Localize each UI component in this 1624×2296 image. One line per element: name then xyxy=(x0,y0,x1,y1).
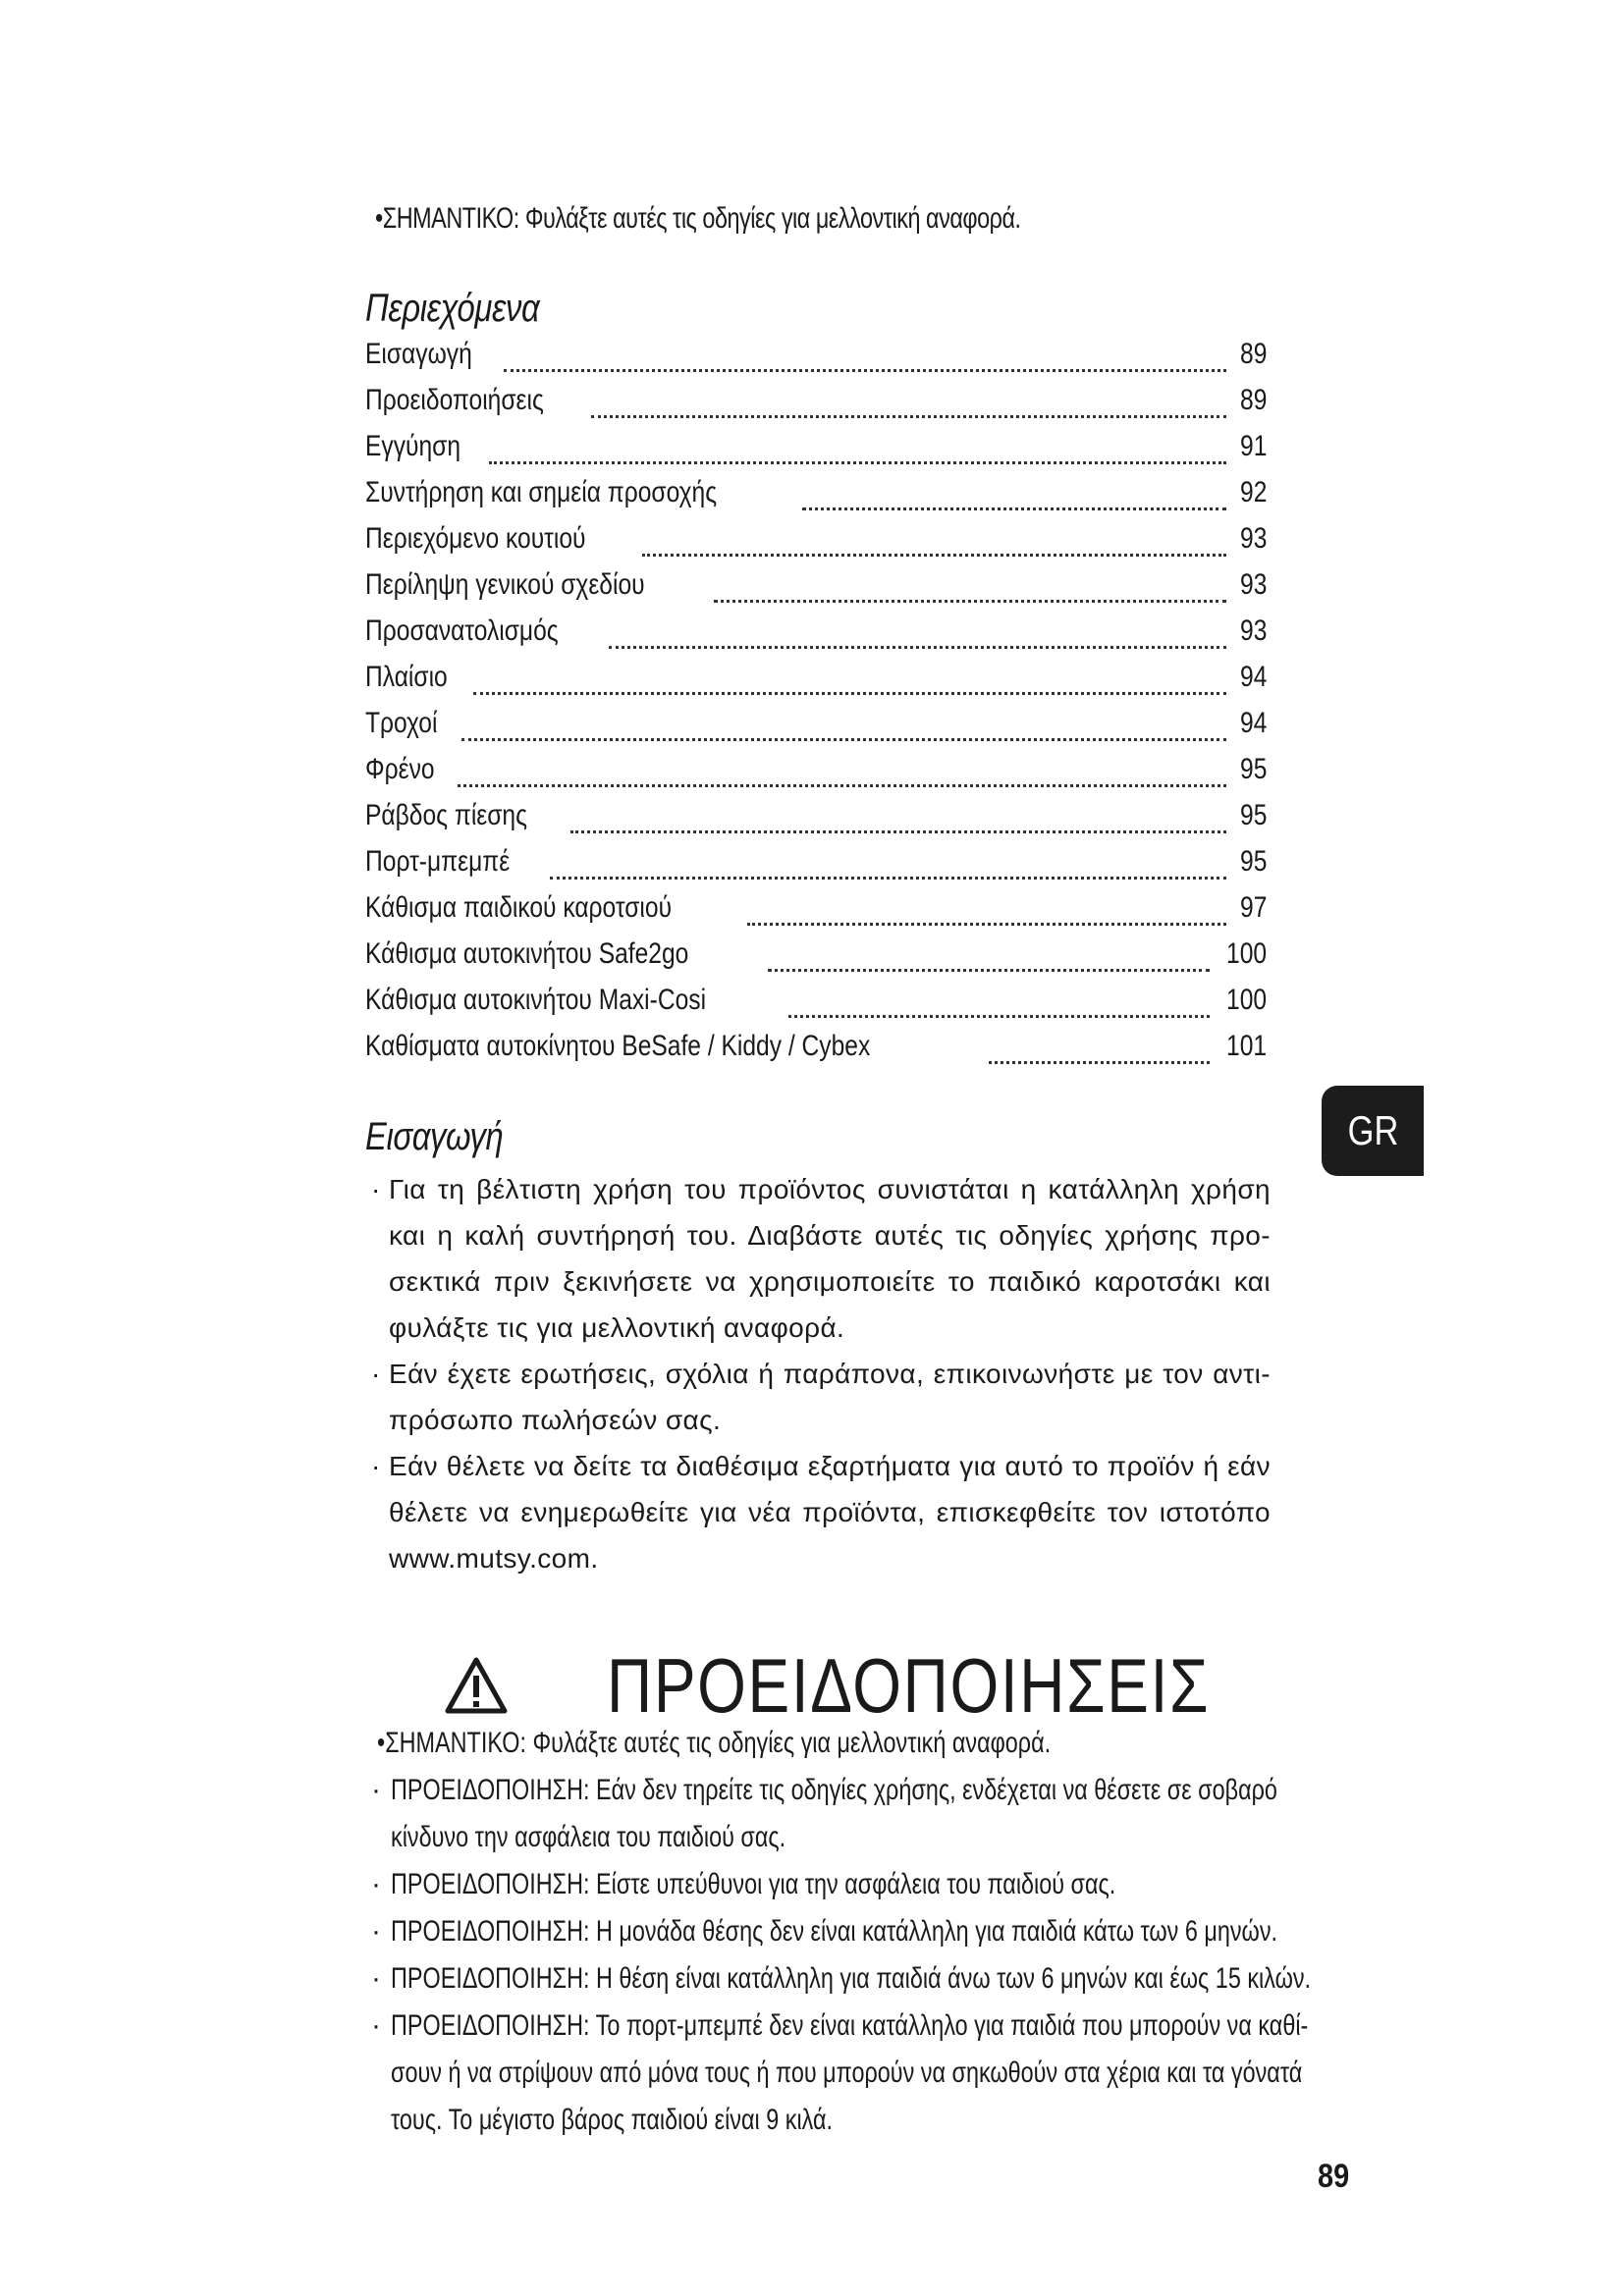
warning-line: ΠΡΟΕΙΔΟΠΟΙΗΣΗ: Εάν δεν τηρείτε τις οδηγίες χρήσης, ενδέχεται να θέσετε σε σοβαρό xyxy=(391,1774,1277,1806)
toc-leader-dots xyxy=(788,1015,1210,1018)
warning-line: ΠΡΟΕΙΔΟΠΟΙΗΣΗ: Η θέση είναι κατάλληλη για παιδιά άνω των 6 μηνών και έως 15 κιλών. xyxy=(391,1962,1312,1995)
intro-line: πρόσωπο πωλήσεών σας. xyxy=(389,1405,722,1435)
toc-entry-title: Προσανατολισμός xyxy=(365,614,559,647)
toc-entry-page: 100 xyxy=(1225,984,1267,1016)
bullet-icon: · xyxy=(371,1174,381,1204)
bullet-icon: · xyxy=(371,1915,381,1948)
bullet-icon: · xyxy=(371,1962,381,1995)
toc-entry xyxy=(365,384,1267,430)
warning-line: ΠΡΟΕΙΔΟΠΟΙΗΣΗ: Το πορτ-μπεμπέ δεν είναι κατάλληλο για παιδιά που μπορούν να καθί- xyxy=(391,2009,1309,2042)
intro-item xyxy=(365,1166,1271,1351)
toc-entry xyxy=(365,1030,1267,1076)
toc-leader-dots xyxy=(458,784,1226,787)
toc-leader-dots xyxy=(768,969,1210,972)
toc-leader-dots xyxy=(473,692,1226,695)
toc-entry-title: Προειδοποιήσεις xyxy=(365,384,544,416)
toc-leader-dots xyxy=(747,923,1226,926)
intro-line: Για τη βέλτιστη χρήση του προϊόντος συνιστάται η κατάλληλη χρήση xyxy=(389,1174,1271,1204)
warning-item xyxy=(371,1767,1280,1861)
toc-entry xyxy=(365,799,1267,845)
toc-entry-page: 101 xyxy=(1225,1030,1267,1062)
language-tab xyxy=(1322,1086,1424,1176)
toc-entry xyxy=(365,430,1267,476)
bullet-icon: · xyxy=(371,1868,381,1900)
toc-entry xyxy=(365,338,1267,384)
toc-entry-page: 94 xyxy=(1239,707,1267,739)
toc-entry-page: 89 xyxy=(1239,338,1267,370)
toc-entry-title: Κάθισμα αυτοκινήτου Safe2go xyxy=(365,937,689,970)
toc-leader-dots xyxy=(989,1061,1210,1064)
warning-line: ΠΡΟΕΙΔΟΠΟΙΗΣΗ: Είστε υπεύθυνοι για την ασφάλεια του παιδιού σας. xyxy=(391,1868,1116,1900)
top-important-note: •ΣΗΜΑΝΤΙΚΟ: Φυλάξτε αυτές τις οδηγίες για μελλοντική αναφορά. xyxy=(375,202,1021,235)
toc-leader-dots xyxy=(504,369,1226,372)
toc-leader-dots xyxy=(714,600,1226,603)
warnings-title: ΠΡΟΕΙΔΟΠΟΙΗΣΕΙΣ xyxy=(607,1641,1211,1729)
warning-item xyxy=(371,1861,1280,1908)
toc-entry-title: Κάθισμα αυτοκινήτου Maxi-Cosi xyxy=(365,984,707,1016)
bullet-icon: · xyxy=(371,1774,381,1806)
toc-leader-dots xyxy=(489,461,1225,464)
intro-line: και η καλή συντήρησή του. Διαβάστε αυτές τις οδηγίες χρήσης προ- xyxy=(389,1220,1271,1251)
toc-leader-dots xyxy=(461,738,1226,741)
intro-line: σεκτικά πριν ξεκινήσετε να χρησιμοποιείτε το παιδικό καροτσάκι και xyxy=(389,1266,1271,1297)
toc-entry xyxy=(365,984,1267,1030)
warning-item xyxy=(371,2002,1309,2144)
toc-entry-page: 93 xyxy=(1239,522,1267,555)
toc-entry-page: 93 xyxy=(1239,614,1267,647)
toc-entry-title: Περίληψη γενικού σχεδίου xyxy=(365,568,645,601)
warning-line: τους. Το μέγιστο βάρος παιδιού είναι 9 κιλά. xyxy=(391,2104,834,2136)
toc-entry xyxy=(365,476,1267,522)
toc-entry-page: 89 xyxy=(1239,384,1267,416)
intro-line: Εάν έχετε ερωτήσεις, σχόλια ή παράπονα, επικοινωνήστε με τον αντι- xyxy=(389,1359,1271,1389)
toc-entry xyxy=(365,661,1267,707)
toc-entry xyxy=(365,753,1267,799)
intro-heading: Εισαγωγή xyxy=(365,1115,504,1158)
toc-entry xyxy=(365,568,1267,614)
toc-leader-dots xyxy=(570,830,1225,833)
toc-entry-page: 94 xyxy=(1239,661,1267,693)
table-of-contents xyxy=(365,338,1267,1076)
toc-entry-page: 97 xyxy=(1239,891,1267,924)
toc-entry-page: 100 xyxy=(1225,937,1267,970)
toc-entry xyxy=(365,845,1267,891)
toc-entry xyxy=(365,522,1267,568)
toc-entry-title: Εισαγωγή xyxy=(365,338,472,370)
toc-entry-title: Πορτ-μπεμπέ xyxy=(365,845,511,878)
bullet-icon: · xyxy=(371,2009,381,2042)
warning-line: ΠΡΟΕΙΔΟΠΟΙΗΣΗ: Η μονάδα θέσης δεν είναι κατάλληλη για παιδιά κάτω των 6 μηνών. xyxy=(391,1915,1278,1948)
toc-entry-title: Κάθισμα παιδικού καροτσιού xyxy=(365,891,673,924)
intro-line: www.mutsy.com. xyxy=(389,1543,599,1574)
toc-entry-title: Περιεχόμενο κουτιού xyxy=(365,522,586,555)
intro-list xyxy=(365,1166,1271,1581)
page-number: 89 xyxy=(1318,2158,1350,2195)
toc-entry-title: Πλαίσιο xyxy=(365,661,448,693)
bullet-icon: · xyxy=(371,1359,381,1389)
warning-line: κίνδυνο την ασφάλεια του παιδιού σας. xyxy=(391,1821,786,1853)
intro-line: φυλάξτε τις για μελλοντική αναφορά. xyxy=(389,1312,845,1343)
warnings-header xyxy=(444,1641,1342,1730)
toc-leader-dots xyxy=(550,877,1226,880)
toc-leader-dots xyxy=(609,646,1226,649)
toc-entry-title: Εγγύηση xyxy=(365,430,461,462)
toc-entry xyxy=(365,614,1267,661)
warning-triangle-icon xyxy=(444,1656,509,1715)
toc-leader-dots xyxy=(802,507,1226,510)
warning-item xyxy=(371,1955,1312,2002)
intro-item xyxy=(365,1351,1271,1443)
toc-entry-page: 95 xyxy=(1239,845,1267,878)
toc-entry-page: 95 xyxy=(1239,753,1267,785)
language-tab-label: GR xyxy=(1347,1107,1398,1153)
toc-entry-page: 93 xyxy=(1239,568,1267,601)
toc-entry-page: 91 xyxy=(1239,430,1267,462)
warning-line: σουν ή να στρίψουν από μόνα τους ή που μπορούν να σηκωθούν στα χέρια και τα γόνατά xyxy=(391,2056,1303,2089)
bullet-icon: · xyxy=(371,1451,381,1481)
toc-entry-title: Ράβδος πίεσης xyxy=(365,799,527,831)
intro-line: Εάν θέλετε να δείτε τα διαθέσιμα εξαρτήματα για αυτό το προϊόν ή εάν xyxy=(389,1451,1271,1481)
toc-leader-dots xyxy=(642,554,1226,557)
toc-entry-title: Φρένο xyxy=(365,753,435,785)
toc-entry xyxy=(365,707,1267,753)
toc-entry-page: 92 xyxy=(1239,476,1267,508)
warning-item xyxy=(371,1908,1280,1955)
toc-entry-title: Τροχοί xyxy=(365,707,438,739)
toc-leader-dots xyxy=(591,415,1226,418)
toc-entry-title: Καθίσματα αυτοκίνητου BeSafe / Kiddy / Cybex xyxy=(365,1030,871,1062)
toc-entry xyxy=(365,891,1267,937)
intro-line: θέλετε να ενημερωθείτε για νέα προϊόντα, επισκεφθείτε τον ιστοτόπο xyxy=(389,1497,1271,1527)
toc-entry xyxy=(365,937,1267,984)
toc-entry-title: Συντήρηση και σημεία προσοχής xyxy=(365,476,718,508)
warnings-list xyxy=(371,1720,1312,2144)
toc-heading: Περιεχόμενα xyxy=(365,287,540,330)
toc-entry-page: 95 xyxy=(1239,799,1267,831)
intro-item xyxy=(365,1443,1271,1581)
warnings-important-note: •ΣΗΜΑΝΤΙΚΟ: Φυλάξτε αυτές τις οδηγίες για μελλοντική αναφορά. xyxy=(377,1727,1052,1759)
